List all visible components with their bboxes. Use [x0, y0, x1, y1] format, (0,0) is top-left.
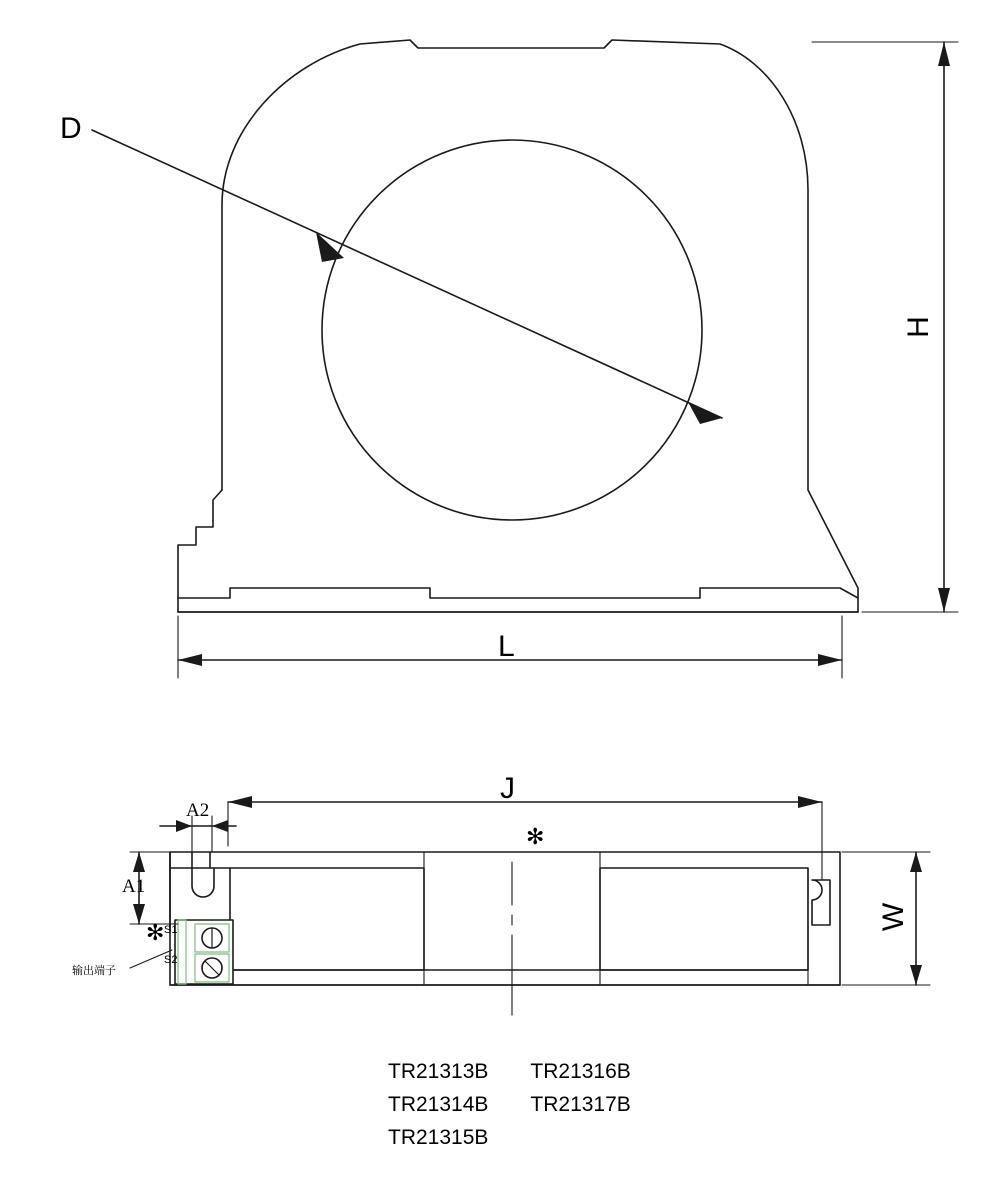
part-number-item: TR21314B	[388, 1093, 489, 1116]
front-view-outline	[178, 40, 858, 612]
length-label: L	[498, 630, 515, 663]
part-number-item: TR21315B	[388, 1126, 489, 1149]
output-terminal-label: 输出端子	[72, 964, 116, 977]
diameter-label: D	[60, 112, 82, 145]
star-marker-center-icon: ✻	[526, 824, 545, 849]
terminal-s1-label: S1	[164, 924, 178, 936]
side-view-outline	[170, 852, 840, 985]
part-number-item: TR21313B	[388, 1060, 489, 1083]
terminal-s2-label: S2	[164, 954, 178, 966]
part-number-list	[388, 1060, 631, 1150]
part-number-column-1	[388, 1060, 488, 1150]
part-number-item: TR21316B	[530, 1060, 631, 1083]
width-label: W	[877, 902, 911, 932]
diameter-leader-line	[92, 130, 722, 424]
aperture-circle	[322, 140, 702, 520]
terminal-block	[175, 920, 233, 984]
star-marker-terminal-icon: ✻	[146, 920, 165, 945]
a2-label: A2	[186, 800, 210, 821]
a1-label: A1	[122, 876, 146, 897]
height-label: H	[901, 316, 935, 338]
front-view-base-detail	[178, 588, 858, 612]
j-label: J	[500, 772, 515, 805]
part-number-column-2	[530, 1060, 630, 1117]
height-dimension	[812, 42, 958, 612]
part-number-item: TR21317B	[530, 1093, 631, 1116]
